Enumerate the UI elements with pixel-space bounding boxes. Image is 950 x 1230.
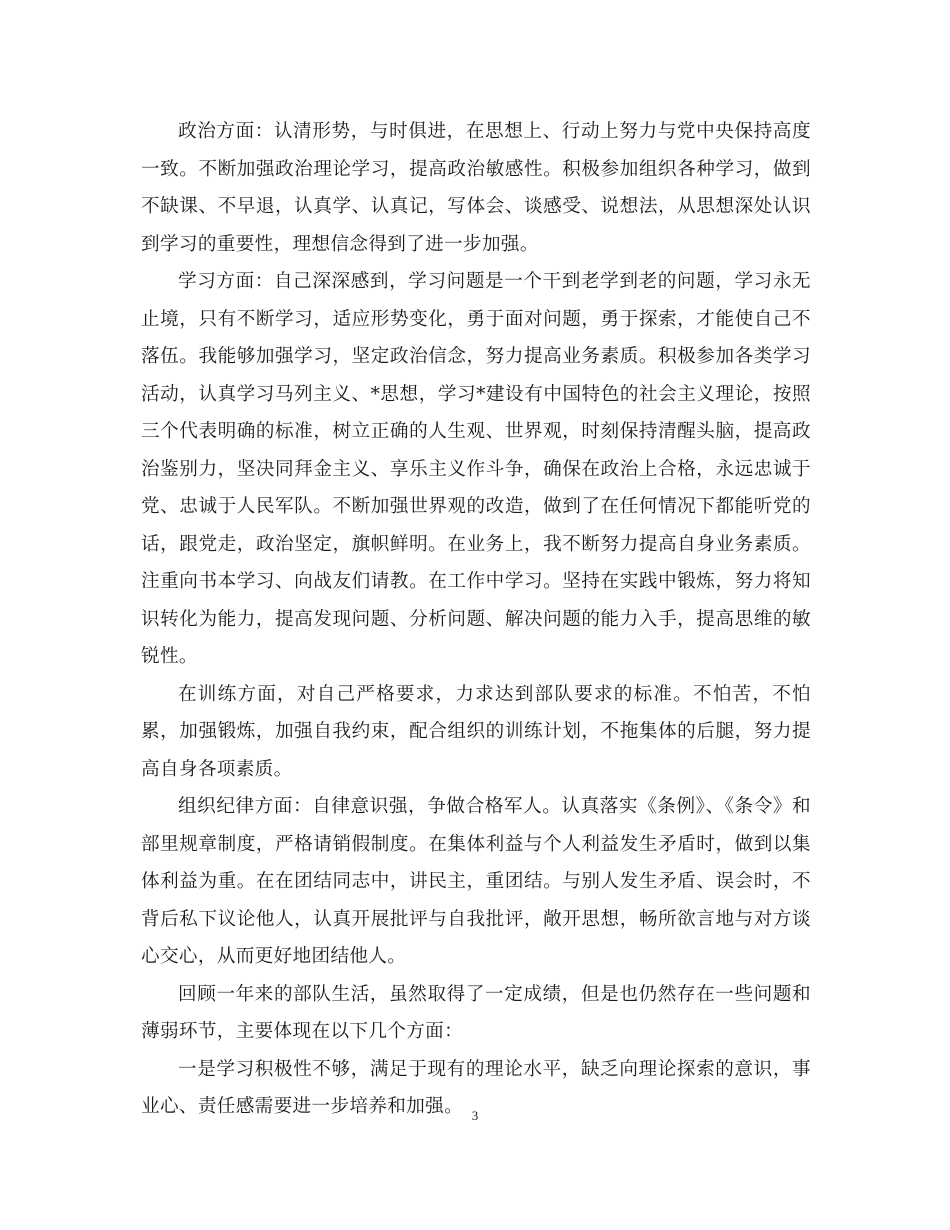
paragraph-political: 政治方面：认清形势，与时俱进，在思想上、行动上努力与党中央保持高度一致。不断加强政治理论学习，提高政治敏感性。积极参加组织各种学习，做到不缺课、不早退，认真学、认真记，写体会、谈感受、说想法，从思想深处认识到学习的重要性，理想信念得到了进一步加强。 <box>141 121 811 255</box>
paragraph-discipline: 组织纪律方面：自律意识强，争做合格军人。认真落实《条例》、《条令》和部里规章制度，严格请销假制度。在集体利益与个人利益发生矛盾时，做到以集体利益为重。在在团结同志中，讲民主，重团结。与别人发生矛盾、误会时，不背后私下议论他人，认真开展批评与自我批评，敞开思想，畅所欲言地与对方谈心交心，从而更好地团结他人。 <box>141 796 811 967</box>
document-body <box>141 113 811 1126</box>
paragraph-study: 学习方面：自己深深感到，学习问题是一个干到老学到老的问题，学习永无止境，只有不断学习，适应形势变化，勇于面对问题，勇于探索，才能使自己不落伍。我能够加强学习，坚定政治信念，努力提高业务素质。积极参加各类学习活动，认真学习马列主义、*思想，学习*建设有中国特色的社会主义理论，按照三个代表明确的标准，树立正确的人生观、世界观，时刻保持清醒头脑，提高政治鉴别力，坚决同拜金主义、享乐主义作斗争，确保在政治上合格，永远忠诚于党、忠诚于人民军队。不断加强世界观的改造，做到了在任何情况下都能听党的话，跟党走，政治坚定，旗帜鲜明。在业务上，我不断努力提高自身业务素质。注重向书本学习、向战友们请教。在工作中学习。坚持在实践中锻炼，努力将知识转化为能力，提高发现问题、分析问题、解决问题的能力入手，提高思维的敏锐性。 <box>141 271 811 667</box>
paragraph-issue-one: 一是学习积极性不够，满足于现有的理论水平，缺乏向理论探索的意识，事业心、责任感需要进一步培养和加强。 <box>141 1058 811 1117</box>
paragraph-review: 回顾一年来的部队生活，虽然取得了一定成绩，但是也仍然存在一些问题和薄弱环节，主要体现在以下几个方面： <box>141 983 811 1042</box>
page-number: 3 <box>471 1108 479 1123</box>
paragraph-training: 在训练方面，对自己严格要求，力求达到部队要求的标准。不怕苦，不怕累，加强锻炼，加强自我约束，配合组织的训练计划，不拖集体的后腿，努力提高自身各项素质。 <box>141 683 811 780</box>
